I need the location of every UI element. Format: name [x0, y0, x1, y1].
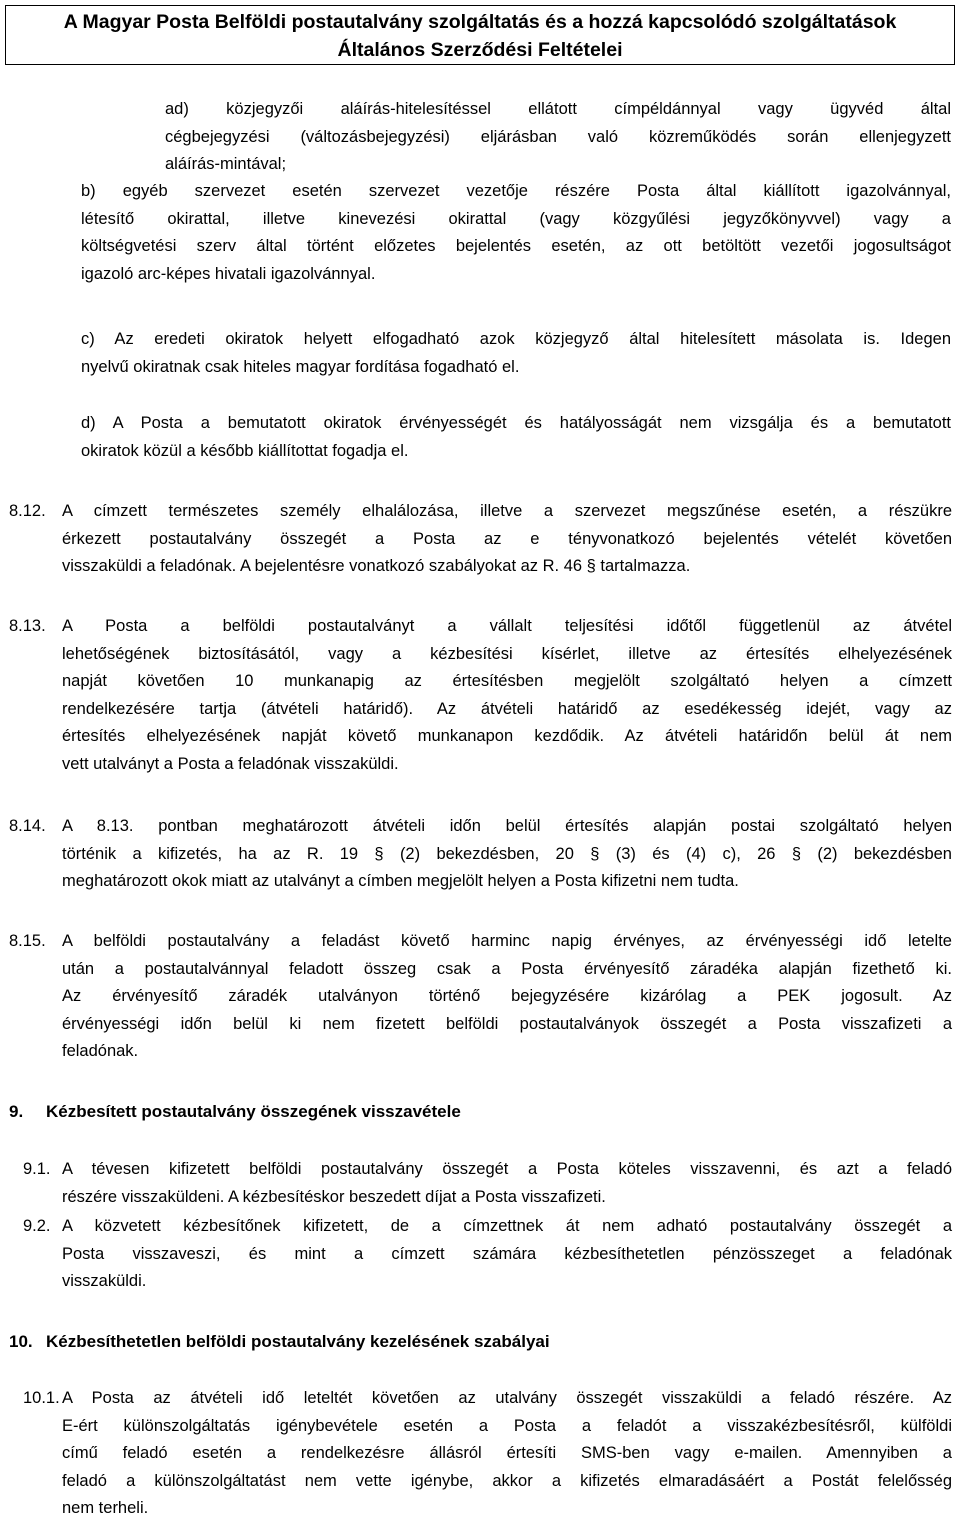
item-ad-line-1: ad) közjegyzői aláírás-hitelesítéssel ellátott címpéldánnyal vagy ügyvéd által	[165, 100, 951, 118]
clause-8-14-line-1: A 8.13. pontban meghatározott átvételi időn belül értesítés alapján postai szolgáltató helyen	[62, 817, 952, 835]
clause-9-1-line-2: részére visszaküldeni. A kézbesítéskor beszedett díjat a Posta visszafizeti.	[62, 1187, 606, 1206]
item-b	[81, 178, 951, 288]
document-header	[5, 5, 955, 65]
clause-number: 8.14.	[9, 817, 46, 835]
clause-10-1	[62, 1385, 952, 1523]
item-c-line-2: nyelvű okiratnak csak hiteles magyar fordítása fogadható el.	[81, 357, 520, 376]
clause-8-13-line-2: lehetőségének biztosításától, vagy a kézbesítési kísérlet, illetve az értesítés elhelyezésének	[62, 644, 952, 663]
clause-8-13-line-4: rendelkezésére tartja (átvételi határidő). Az átvételi határidő az esedékesség idejét, vagy az	[62, 699, 952, 718]
clause-8-12-line-2: érkezett postautalvány összegét a Posta az e tényvonatkozó bejelentés vételét követően	[62, 529, 952, 548]
clause-8-13-line-1: A Posta a belföldi postautalványt a vállalt teljesítési időtől függetlenül az átvétel	[62, 617, 952, 635]
clause-8-15	[62, 928, 952, 1066]
clause-8-15-line-5: feladónak.	[62, 1042, 139, 1060]
clause-9-2-line-2: Posta visszaveszi, és mint a címzett számára kézbesíthetetlen pénzösszeget a feladónak	[62, 1244, 952, 1263]
clause-9-1	[62, 1156, 952, 1211]
clause-8-14	[62, 813, 952, 896]
header-title: A Magyar Posta Belföldi postautalvány szolgáltatás és a hozzá kapcsolódó szolgáltatások	[63, 11, 897, 33]
clause-10-1-line-2: E-ért különszolgáltatás igénybevétele esetén a Posta a feladót a visszakézbesítésről, külföldi	[62, 1416, 952, 1435]
clause-10-1-line-4: feladó a különszolgáltatást nem vette igénybe, akkor a kifizetés elmaradásáért a Postát felelősség	[62, 1471, 952, 1490]
clause-number: 8.15.	[9, 932, 46, 950]
item-d-line-1: d) A Posta a bemutatott okiratok érvényességét és hatályosságát nem vizsgálja és a bemutatott	[81, 414, 951, 432]
clause-8-13-line-6: vett utalványt a Posta a feladónak visszaküldi.	[62, 754, 399, 773]
clause-9-1-line-1: A tévesen kifizetett belföldi postautalvány összegét a Posta köteles visszavenni, és azt a feladó	[62, 1160, 952, 1178]
clause-9-2	[62, 1213, 952, 1296]
item-ad-line-2: cégbejegyzési (változásbejegyzési) eljárásban való közreműködés során ellenjegyzett	[165, 127, 951, 146]
item-b-line-2: létesítő okirattal, illetve kinevezési okirattal (vagy közgyűlési jegyzőkönyvvel) vagy a	[81, 209, 951, 228]
clause-9-2-line-3: visszaküldi.	[62, 1272, 147, 1290]
section-9-heading: Kézbesített postautalvány összegének visszavétele	[46, 1102, 461, 1121]
section-10-number: 10.	[9, 1332, 33, 1351]
clause-8-14-line-3: meghatározott okok miatt az utalványt a címben megjelölt helyen a Posta kifizetni nem tudta.	[62, 872, 739, 890]
item-c	[81, 326, 951, 381]
item-d-line-2: okiratok közül a később kiállítottat fogadja el.	[81, 441, 409, 460]
item-d	[81, 410, 951, 465]
clause-8-13-line-5: értesítés elhelyezésének napját követő munkanapon kezdődik. Az átvételi határidőn belül át nem	[62, 727, 952, 745]
clause-10-1-line-3: című feladó esetén a rendelkezésre állásról értesíti SMS-ben vagy e-mailen. Amennyiben a	[62, 1444, 952, 1462]
item-c-line-1: c) Az eredeti okiratok helyett elfogadható azok közjegyző által hitelesített másolata is. Idegen	[81, 330, 951, 348]
clause-8-12-line-3: visszaküldi a feladónak. A bejelentésre vonatkozó szabályokat az R. 46 § tartalmazza.	[62, 557, 691, 575]
clause-10-1-line-5: nem terheli.	[62, 1499, 149, 1517]
clause-number: 8.12.	[9, 502, 46, 520]
clause-10-1-line-1: A Posta az átvételi idő leteltét követően az utalvány összegét visszaküldi a feladó részére. Az	[62, 1389, 952, 1407]
clause-8-13	[62, 613, 952, 778]
item-b-line-4: igazoló arc-képes hivatali igazolvánnyal.	[81, 264, 376, 283]
clause-8-12	[62, 498, 952, 581]
header-subtitle: Általános Szerződési Feltételei	[337, 39, 623, 61]
clause-8-15-line-3: Az érvényesítő záradék utalványon történő bejegyzésére kizárólag a PEK jogosult. Az	[62, 987, 952, 1005]
clause-8-15-line-1: A belföldi postautalvány a feladást követő harminc napig érvényes, az érvényességi idő letelte	[62, 932, 952, 950]
item-b-line-3: költségvetési szerv által történt előzetes bejelentés esetén, az ott betöltött vezetői jogosultságot	[81, 237, 951, 255]
section-10-heading: Kézbesíthetetlen belföldi postautalvány kezelésének szabályai	[46, 1332, 550, 1351]
clause-number: 9.1.	[23, 1160, 51, 1178]
clause-8-15-line-4: érvényességi időn belül ki nem fizetett belföldi postautalványok összegét a Posta visszafizeti a	[62, 1014, 952, 1033]
clause-number: 10.1.	[23, 1389, 60, 1407]
item-ad-line-3: aláírás-mintával;	[165, 155, 287, 173]
clause-number: 9.2.	[23, 1217, 51, 1235]
clause-number: 8.13.	[9, 617, 46, 635]
clause-8-12-line-1: A címzett természetes személy elhalálozása, illetve a szervezet megszűnése esetén, a részükre	[62, 502, 952, 520]
item-b-line-1: b) egyéb szervezet esetén szervezet vezetője részére Posta által kiállított igazolvánnyal,	[81, 182, 951, 200]
section-9-number: 9.	[9, 1102, 24, 1121]
item-ad	[81, 96, 951, 179]
clause-8-13-line-3: napját követően 10 munkanapig az értesítésben megjelölt szolgáltató helyen a címzett	[62, 672, 952, 690]
clause-8-14-line-2: történik a kifizetés, ha az R. 19 § (2) bekezdésben, 20 § (3) és (4) c), 26 § (2) bekezdésben	[62, 844, 952, 863]
clause-8-15-line-2: után a postautalvánnyal feladott összeg csak a Posta érvényesítő záradéka alapján fizethető ki.	[62, 959, 952, 978]
clause-9-2-line-1: A közvetett kézbesítőnek kifizetett, de a címzettnek át nem adható postautalvány összegét a	[62, 1217, 952, 1235]
